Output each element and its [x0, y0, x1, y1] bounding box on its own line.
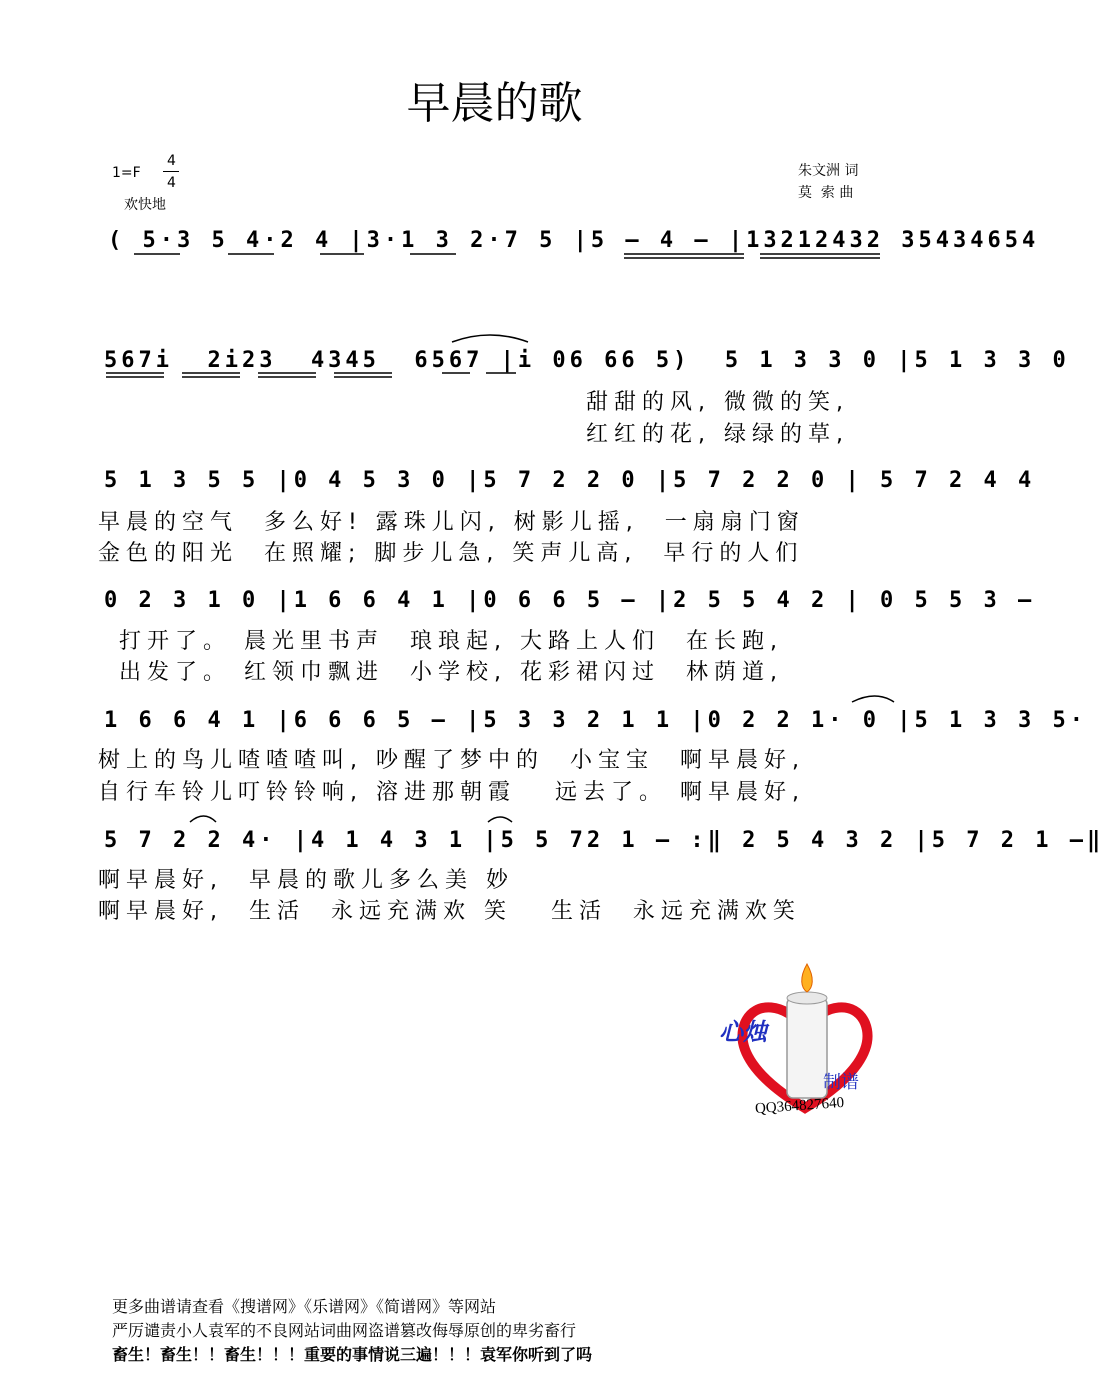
lyrics-row-3-verse-1: 早晨的空气 多么好! 露珠儿闪, 树影儿摇, 一扇扇门窗: [98, 510, 805, 535]
footer-line-3: 畜生！畜生！！畜生！！！重要的事情说三遍！！！袁军你听到了吗: [112, 1345, 593, 1364]
lyrics-row-5-verse-1: 树上的鸟儿喳喳喳叫, 吵醒了梦中的 小宝宝 啊早晨好,: [98, 748, 805, 773]
notation-row-1: ( 5·3 5 4·2 4 |3·1 3 2·7 5 |5 – 4 – |13212432 35434654: [108, 228, 1040, 253]
notation-row-2: 567i 2i23 4345 6567 |i 06 66 5) 5 1 3 3 0 |5 1 3 3 0: [104, 348, 1070, 373]
lyrics-row-2-verse-1: 甜甜的风, 微微的笑,: [586, 390, 849, 415]
logo-qq: QQ364827640: [754, 1094, 845, 1118]
footer-line-2: 严厉谴责小人袁军的不良网站词曲网盗谱篡改侮辱原创的卑劣畜行: [112, 1321, 577, 1340]
time-signature-bottom: 4: [167, 175, 176, 191]
lyrics-row-6-verse-2: 啊早晨好, 生活 永远充满欢 笑 生活 永远充满欢笑: [98, 899, 801, 924]
logo-label: 制谱: [823, 1072, 859, 1093]
song-title: 早晨的歌: [406, 78, 583, 129]
notation-row-3: 5 1 3 5 5 |0 4 5 3 0 |5 7 2 2 0 |5 7 2 2 0 | 5 7 2 4 4: [104, 468, 1036, 493]
time-signature-divider: [163, 171, 179, 172]
key-signature: 1=F: [112, 165, 141, 181]
time-signature-top: 4: [167, 153, 176, 169]
notation-row-5: 1 6 6 4 1 |6 6 6 5 – |5 3 3 2 1 1 |0 2 2 1· 0 |5 1 3 3 5·: [104, 708, 1087, 733]
lyrics-row-5-verse-2: 自行车铃儿叮铃铃响, 溶进那朝霞 远去了。 啊早晨好,: [98, 780, 805, 805]
lyrics-row-4-verse-1: 打开了。 晨光里书声 琅琅起, 大路上人们 在长跑,: [106, 629, 783, 654]
notation-row-6: 5 7 2 2 4· |4 1 4 3 1 |5 5 72 1 – :‖ 2 5 4 3 2 |5 7 2 1 –‖: [104, 828, 1104, 853]
watermark-logo: [715, 958, 915, 1128]
lyrics-row-2-verse-2: 红红的花, 绿绿的草,: [586, 422, 849, 447]
lyrics-row-4-verse-2: 出发了。 红领巾飘进 小学校, 花彩裙闪过 林荫道,: [106, 660, 783, 685]
composer-credit: 莫 索 曲: [798, 185, 854, 201]
logo-brand: 心烛: [719, 1018, 767, 1046]
tempo-marking: 欢快地: [124, 197, 166, 213]
lyrics-row-3-verse-2: 金色的阳光 在照耀; 脚步儿急, 笑声儿高, 早行的人们: [98, 541, 804, 566]
footer-line-1: 更多曲谱请查看《搜谱网》《乐谱网》《简谱网》等网站: [112, 1297, 497, 1316]
lyrics-row-6-verse-1: 啊早晨好, 早晨的歌儿多么美 妙: [98, 868, 514, 893]
lyricist-credit: 朱文洲 词: [798, 163, 859, 179]
notation-row-4: 0 2 3 1 0 |1 6 6 4 1 |0 6 6 5 – |2 5 5 4 2 | 0 5 5 3 –: [104, 588, 1036, 613]
